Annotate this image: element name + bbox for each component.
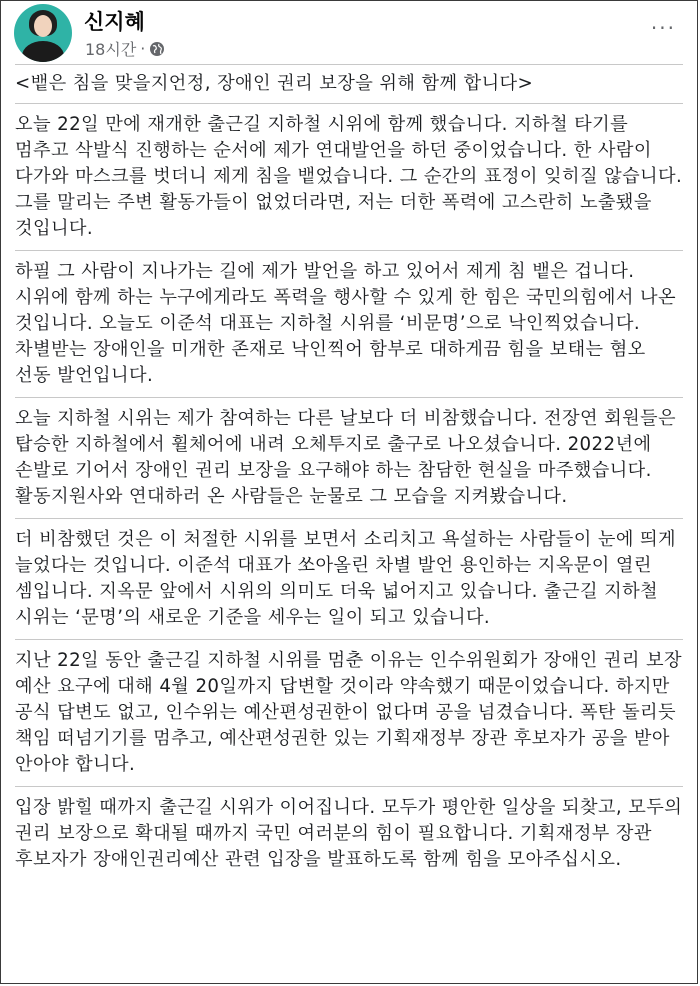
post-paragraph: 입장 밝힐 때까지 출근길 시위가 이어집니다. 모두가 평안한 일상을 되찾고, 모두의 권리 보장으로 확대될 때까지 국민 여러분의 힘이 필요합니다. 기획재정부 장관 후보자가 장애인권리예산 관련 입장을 발표하도록 함께 힘을 모아주십시오. [15, 786, 683, 881]
post-paragraph: 하필 그 사람이 지나가는 길에 제가 발언을 하고 있어서 제게 침 뱉은 겁니다. 시위에 함께 하는 누구에게라도 폭력을 행사할 수 있게 한 힘은 국민의힘에서 나온 것입니다. 오늘도 이준석 대표는 지하철 시위를 ‘비문명’으로 낙인찍었습니다. 차별받는 장애인을 미개한 존재로 낙인찍어 함부로 대하게끔 힘을 보태는 혐오 선동 발언입니다. [15, 250, 683, 397]
meta-separator: · [140, 39, 146, 58]
more-options-icon[interactable]: ··· [650, 16, 676, 40]
post-paragraph: 오늘 22일 만에 재개한 출근길 지하철 시위에 함께 했습니다. 지하철 타기를 멈추고 삭발식 진행하는 순서에 제가 연대발언을 하던 중이었습니다. 한 사람이 다가와 마스크를 벗더니 제게 침을 뱉었습니다. 그 순간의 표정이 잊히질 않습니다. 그를 말리는 주변 활동가들이 없었더라면, 저는 더한 폭력에 고스란히 노출됐을 것입니다. [15, 103, 683, 250]
post-paragraph: 오늘 지하철 시위는 제가 참여하는 다른 날보다 더 비참했습니다. 전장연 회원들은 탑승한 지하철에서 휠체어에 내려 오체투지로 출구로 나오셨습니다. 2022년에 손발로 기어서 장애인 권리 보장을 요구해야 하는 참담한 현실을 마주했습니다. 활동지원사와 연대하러 온 사람들은 눈물로 그 모습을 지켜봤습니다. [15, 397, 683, 518]
author-name[interactable]: 신지혜 [84, 10, 145, 34]
post-time[interactable]: 18시간 [85, 40, 137, 59]
post-paragraph: 지난 22일 동안 출근길 지하철 시위를 멈춘 이유는 인수위원회가 장애인 권리 보장 예산 요구에 대해 4월 20일까지 답변할 것이라 약속했기 때문이었습니다. 하지만 공식 답변도 없고, 인수위는 예산편성권한이 없다며 공을 넘겼습니다. 폭탄 돌리듯 책임 떠넘기기를 멈추고, 예산편성권한 있는 기획재정부 장관 후보자가 공을 받아 안아야 합니다. [15, 639, 683, 786]
post-paragraph: 더 비참했던 것은 이 처절한 시위를 보면서 소리치고 욕설하는 사람들이 눈에 띄게 늘었다는 것입니다. 이준석 대표가 쏘아올린 차별 발언 용인하는 지옥문이 열린 셈입니다. 지옥문 앞에서 시위의 의미도 더욱 넓어지고 있습니다. 출근길 지하철 시위는 ‘문명’의 새로운 기준을 세우는 일이 되고 있습니다. [15, 518, 683, 639]
post-headline: <뱉은 침을 맞을지언정, 장애인 권리 보장을 위해 함께 합니다> [15, 64, 683, 103]
